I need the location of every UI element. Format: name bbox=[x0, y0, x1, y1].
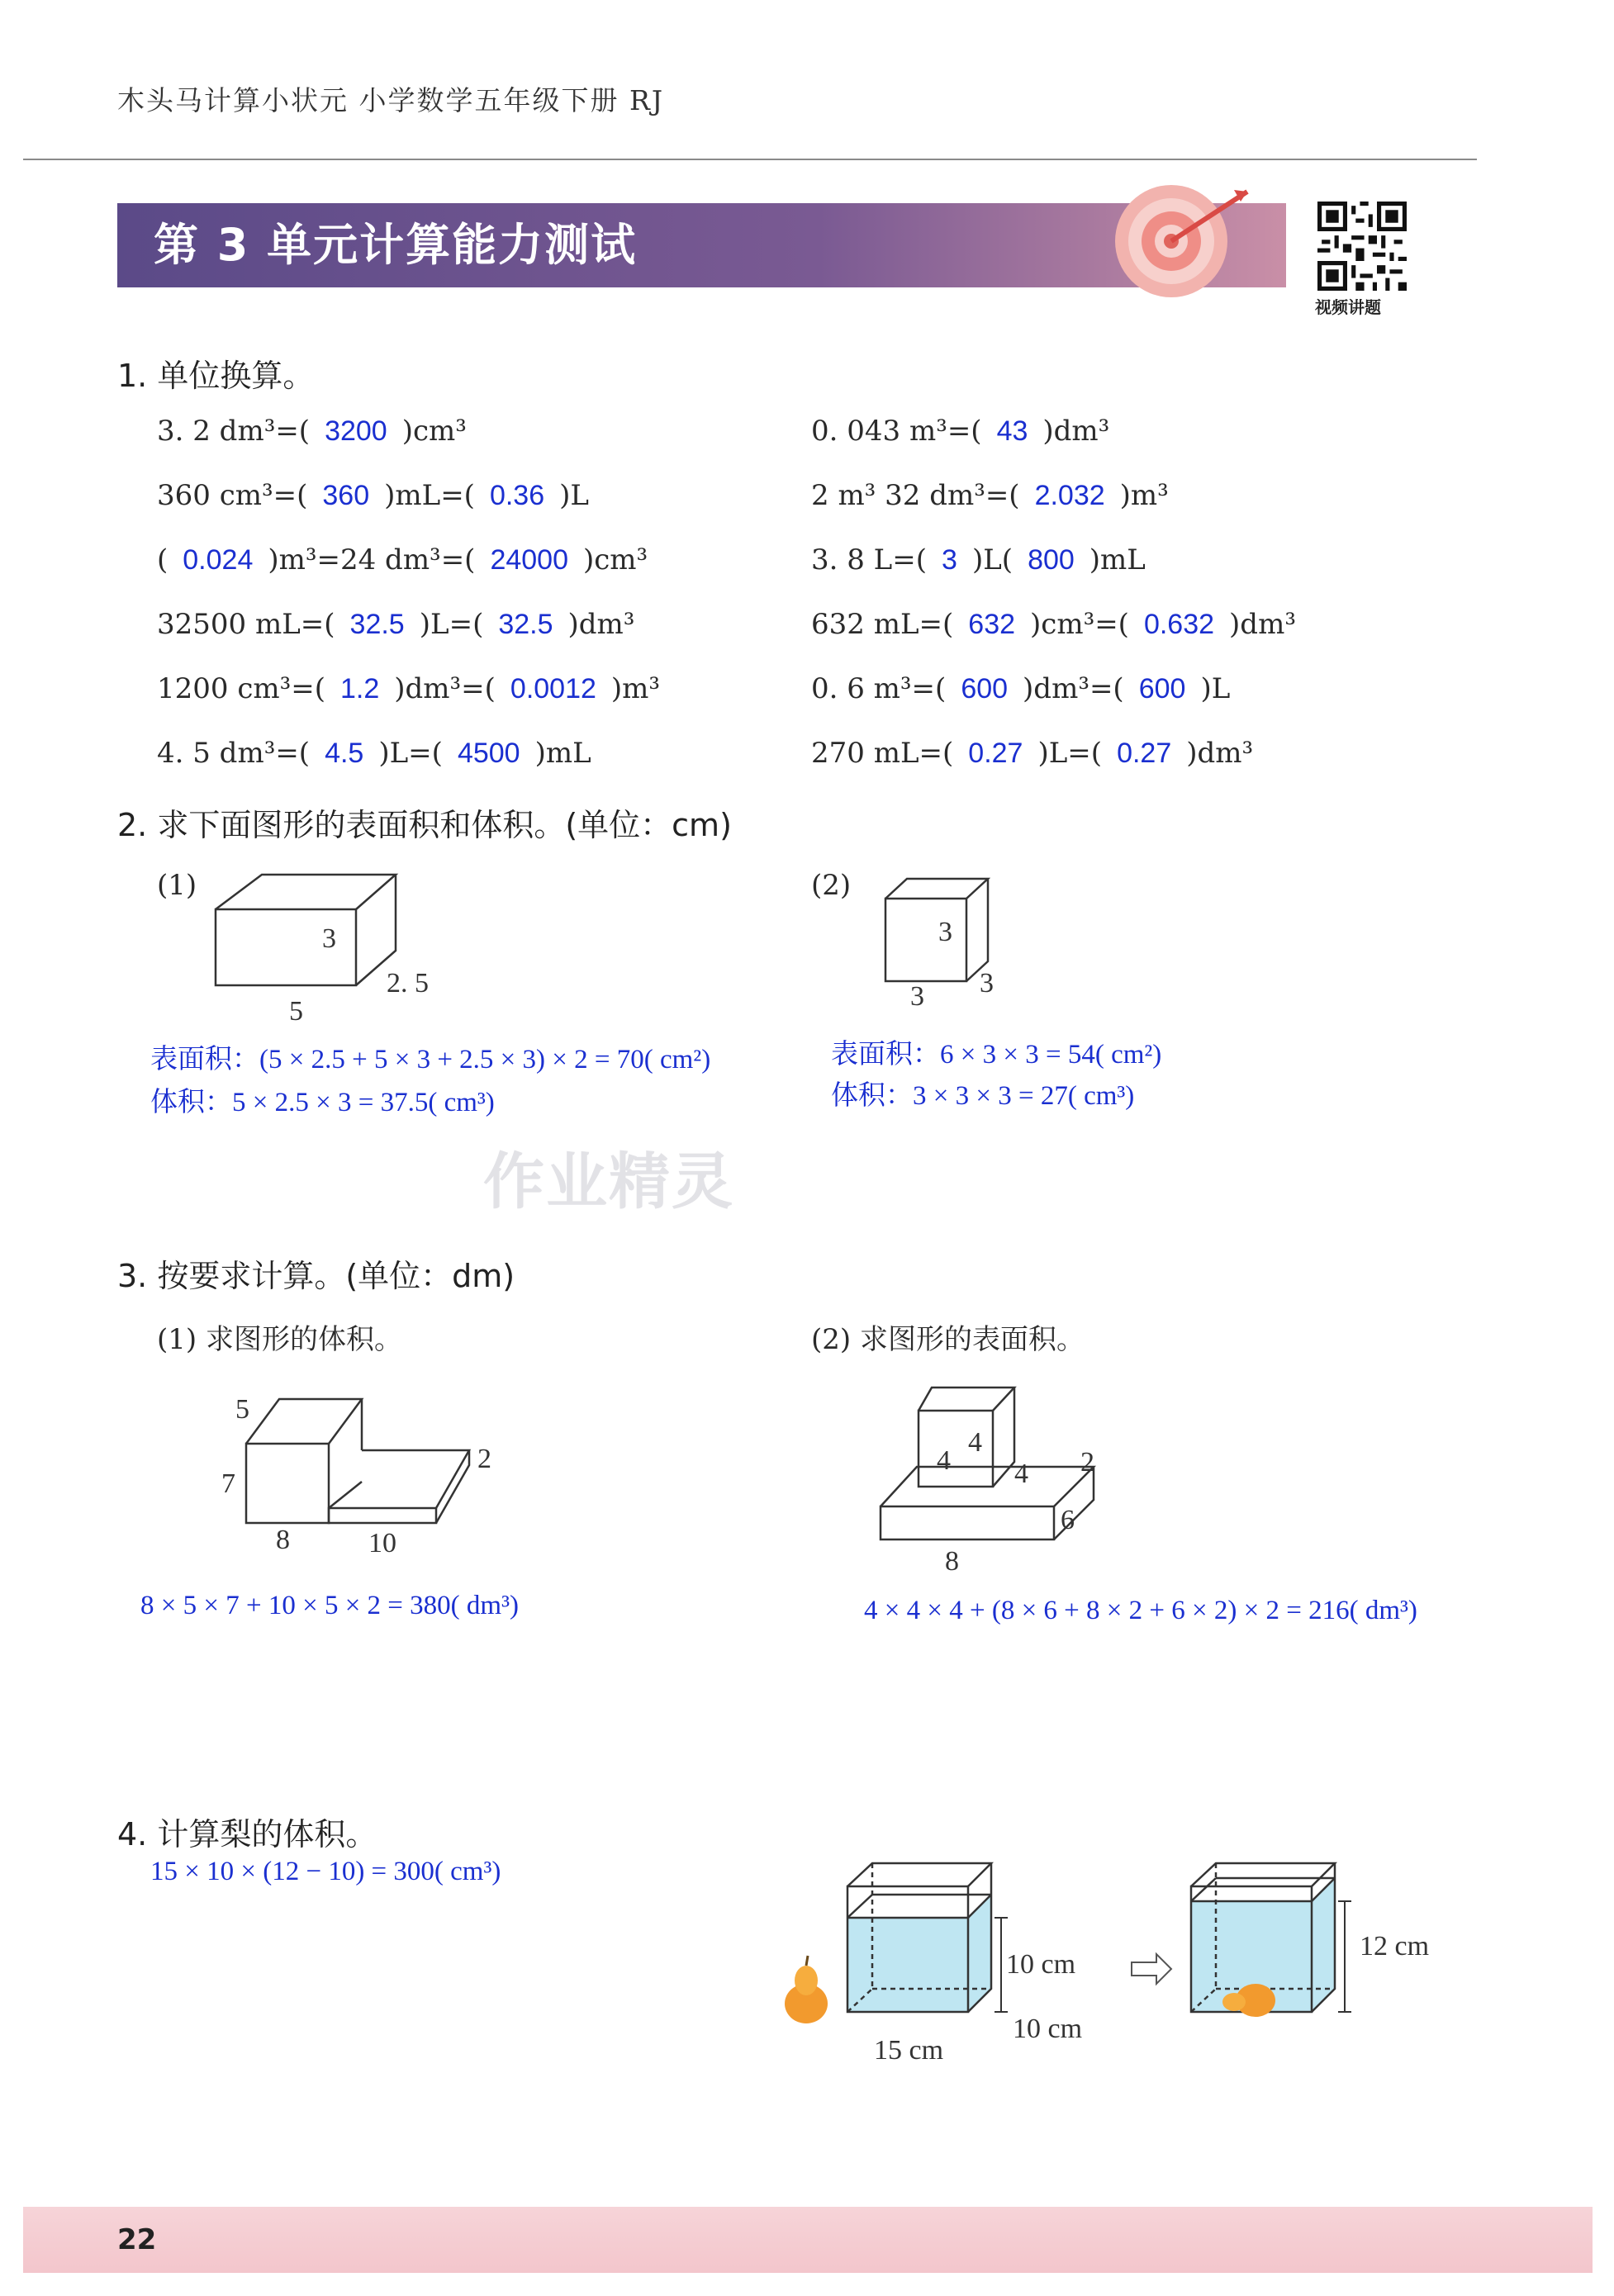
prompt-text: )dm³=( bbox=[394, 672, 496, 705]
q4-depth: 10 cm bbox=[1013, 2014, 1083, 2044]
prompt-text: )dm³ bbox=[1186, 737, 1254, 770]
q2-p2-volume-answer: 体积：3 × 3 × 3 = 27( cm³) bbox=[831, 1081, 1135, 1111]
q2-p2-area-answer: 表面积：6 × 3 × 3 = 54( cm²) bbox=[831, 1040, 1162, 1070]
prompt-text: )dm³ bbox=[567, 608, 635, 641]
q3-p2-label-4a: 4 bbox=[937, 1445, 951, 1476]
header-divider bbox=[23, 159, 1477, 160]
q1-right-row bbox=[811, 672, 1230, 705]
q3-p2-label-6: 6 bbox=[1061, 1505, 1075, 1535]
q4-width: 15 cm bbox=[874, 2035, 944, 2066]
answer-blank[interactable]: 800 bbox=[1028, 544, 1075, 576]
prompt-text: 270 mL=( bbox=[811, 737, 954, 770]
q3-part1-label: (1) 求图形的体积。 bbox=[157, 1323, 402, 1356]
prompt-text: 3. 2 dm³=( bbox=[157, 415, 311, 448]
q3-p2-answer: 4 × 4 × 4 + (8 × 6 + 8 × 2 + 6 × 2) × 2 = 216( dm³) bbox=[864, 1596, 1417, 1625]
q2-p1-depth: 2. 5 bbox=[387, 968, 429, 999]
answer-blank[interactable]: 0.024 bbox=[183, 544, 254, 576]
prompt-text: )L=( bbox=[419, 608, 484, 641]
q3-p1-label-5: 5 bbox=[235, 1394, 249, 1425]
q3-p2-label-8: 8 bbox=[945, 1546, 959, 1577]
answer-blank[interactable]: 3 bbox=[942, 544, 957, 576]
q3-l-shape-figure bbox=[240, 1396, 479, 1528]
prompt-text: 4. 5 dm³=( bbox=[157, 737, 311, 770]
q1-right-row bbox=[811, 415, 1109, 448]
q3-p1-label-8: 8 bbox=[276, 1525, 290, 1555]
answer-blank[interactable]: 32.5 bbox=[498, 609, 553, 640]
prompt-text: 32500 mL=( bbox=[157, 608, 335, 641]
q1-right-row bbox=[811, 543, 1146, 576]
answer-blank[interactable]: 4.5 bbox=[325, 738, 364, 769]
q2-p2-height: 3 bbox=[938, 917, 952, 947]
unit-title: 第 3 单元计算能力测试 bbox=[154, 219, 638, 271]
q3-p2-label-2: 2 bbox=[1080, 1447, 1094, 1478]
answer-blank[interactable]: 360 bbox=[322, 480, 370, 511]
prompt-text: )mL=( bbox=[384, 479, 475, 512]
pear-icon bbox=[785, 1956, 828, 2023]
q3-p1-label-2: 2 bbox=[477, 1444, 491, 1474]
answer-blank[interactable]: 0.36 bbox=[489, 480, 545, 511]
prompt-text: 2 m³ 32 dm³=( bbox=[811, 479, 1020, 512]
q4-height-before: 10 cm bbox=[1006, 1949, 1076, 1980]
prompt-text: 360 cm³=( bbox=[157, 479, 308, 512]
prompt-text: )L bbox=[559, 479, 589, 512]
q1-title: 1. 单位换算。 bbox=[117, 358, 315, 394]
prompt-text: )cm³=( bbox=[1030, 608, 1129, 641]
prompt-text: )L=( bbox=[378, 737, 443, 770]
q3-title: 3. 按要求计算。(单位：dm) bbox=[117, 1258, 515, 1294]
prompt-text: 0. 043 m³=( bbox=[811, 415, 982, 448]
prompt-text: 632 mL=( bbox=[811, 608, 954, 641]
answer-blank[interactable]: 0.27 bbox=[968, 738, 1023, 769]
answer-blank[interactable]: 24000 bbox=[490, 544, 568, 576]
watermark: 作业精灵 bbox=[483, 1146, 734, 1217]
q2-cuboid-figure bbox=[211, 871, 401, 995]
prompt-text: )m³ bbox=[1119, 479, 1169, 512]
prompt-text: )L bbox=[1200, 672, 1231, 705]
q2-p1-width: 5 bbox=[289, 996, 303, 1027]
q2-title: 2. 求下面图形的表面积和体积。(单位：cm) bbox=[117, 807, 732, 843]
q1-left-row bbox=[157, 737, 591, 770]
q3-part2-label: (2) 求图形的表面积。 bbox=[811, 1323, 1085, 1356]
q1-right-row bbox=[811, 479, 1169, 512]
q2-p2-width: 3 bbox=[910, 981, 924, 1012]
q3-p1-answer: 8 × 5 × 7 + 10 × 5 × 2 = 380( dm³) bbox=[140, 1591, 519, 1620]
prompt-text: )cm³ bbox=[401, 415, 467, 448]
prompt-text: 0. 6 m³=( bbox=[811, 672, 947, 705]
target-icon bbox=[1099, 175, 1280, 299]
q1-left-row bbox=[157, 672, 660, 705]
prompt-text: 3. 8 L=( bbox=[811, 543, 928, 576]
q1-left-row bbox=[157, 608, 634, 641]
answer-blank[interactable]: 32.5 bbox=[349, 609, 405, 640]
q2-p1-volume-answer: 体积：5 × 2.5 × 3 = 37.5( cm³) bbox=[150, 1088, 495, 1117]
q4-title: 4. 计算梨的体积。 bbox=[117, 1816, 377, 1852]
page-footer bbox=[23, 2207, 1593, 2273]
prompt-text: )cm³ bbox=[583, 543, 648, 576]
prompt-text: )dm³ bbox=[1042, 415, 1110, 448]
answer-blank[interactable]: 4500 bbox=[457, 738, 520, 769]
answer-blank[interactable]: 632 bbox=[968, 609, 1016, 640]
prompt-text: )L( bbox=[971, 543, 1013, 576]
page-number: 22 bbox=[117, 2223, 157, 2256]
q1-left-row bbox=[157, 479, 589, 512]
q1-right-row bbox=[811, 737, 1253, 770]
q1-left-row bbox=[157, 543, 648, 576]
answer-blank[interactable]: 1.2 bbox=[340, 673, 380, 704]
prompt-text: )dm³ bbox=[1229, 608, 1296, 641]
book-header: 木头马计算小状元 小学数学五年级下册 RJ bbox=[117, 84, 665, 116]
prompt-text: )mL bbox=[1089, 543, 1146, 576]
q4-answer: 15 × 10 × (12 − 10) = 300( cm³) bbox=[150, 1857, 501, 1886]
q2-p2-depth: 3 bbox=[980, 968, 994, 999]
q4-height-after: 12 cm bbox=[1360, 1931, 1430, 1962]
qr-label: 视频讲题 bbox=[1315, 297, 1381, 317]
answer-blank[interactable]: 600 bbox=[1138, 673, 1186, 704]
q3-p1-label-10: 10 bbox=[368, 1528, 396, 1558]
prompt-text: 1200 cm³=( bbox=[157, 672, 325, 705]
answer-blank[interactable]: 2.032 bbox=[1034, 480, 1105, 511]
answer-blank[interactable]: 0.632 bbox=[1143, 609, 1215, 640]
answer-blank[interactable]: 600 bbox=[961, 673, 1009, 704]
q2-p1-height: 3 bbox=[322, 923, 336, 954]
answer-blank[interactable]: 43 bbox=[996, 415, 1028, 447]
answer-blank[interactable]: 0.27 bbox=[1117, 738, 1172, 769]
prompt-text: )m³=24 dm³=( bbox=[268, 543, 476, 576]
q2-part2-label: (2) bbox=[811, 869, 852, 902]
answer-blank[interactable]: 0.0012 bbox=[510, 673, 596, 704]
q3-p2-label-4c: 4 bbox=[1014, 1459, 1028, 1489]
prompt-text: ( bbox=[157, 543, 169, 576]
prompt-text: )dm³=( bbox=[1023, 672, 1124, 705]
q2-part1-label: (1) bbox=[157, 869, 197, 902]
q2-p1-area-answer: 表面积：(5 × 2.5 + 5 × 3 + 2.5 × 3) × 2 = 70( cm²) bbox=[150, 1045, 711, 1074]
answer-blank[interactable]: 3200 bbox=[325, 415, 387, 447]
prompt-text: )mL bbox=[534, 737, 591, 770]
q3-p1-label-7: 7 bbox=[221, 1468, 235, 1499]
prompt-text: )L=( bbox=[1037, 737, 1103, 770]
qr-code-icon[interactable] bbox=[1313, 202, 1411, 291]
q1-right-row bbox=[811, 608, 1296, 641]
prompt-text: )m³ bbox=[610, 672, 661, 705]
q1-left-row bbox=[157, 415, 467, 448]
q3-p2-label-4b: 4 bbox=[968, 1427, 982, 1458]
